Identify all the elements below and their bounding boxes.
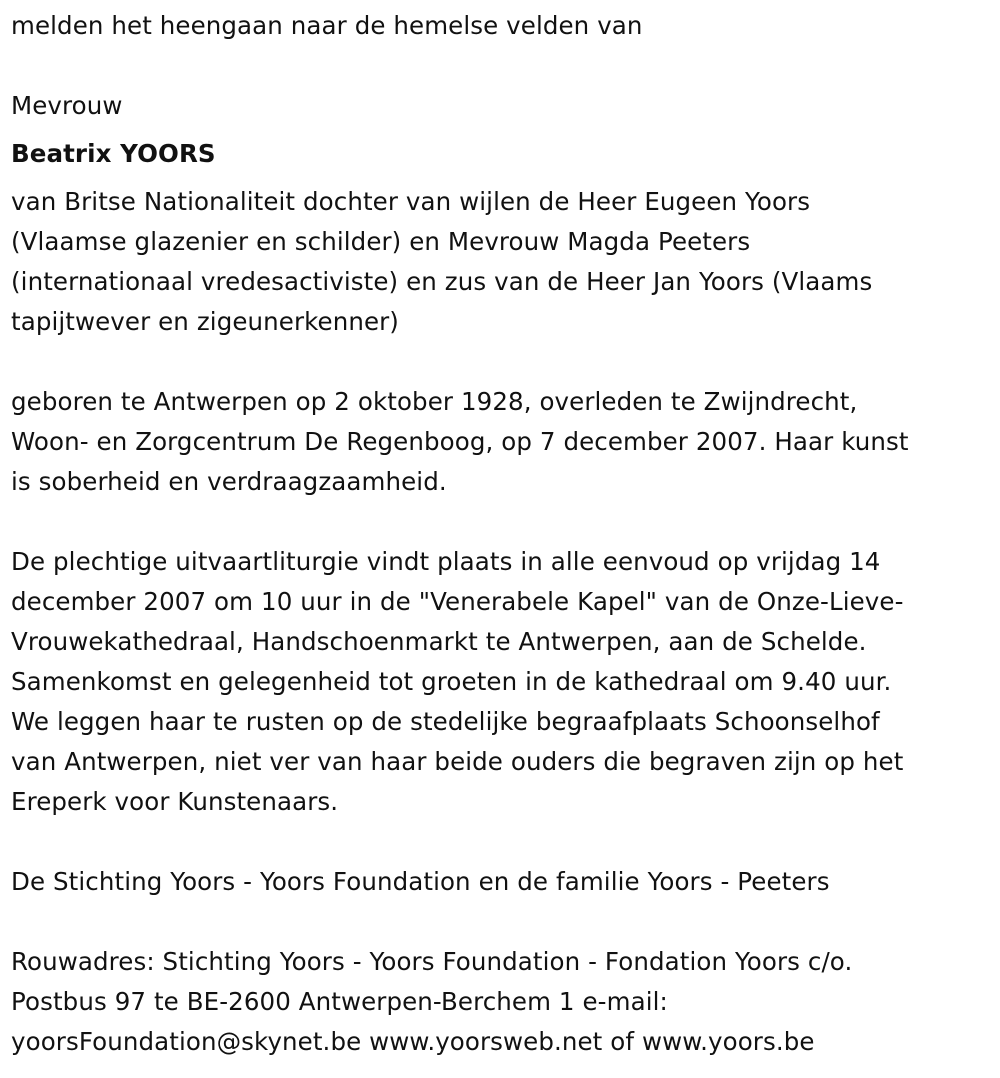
address-paragraph [11, 942, 991, 1062]
intro-line: melden het heengaan naar de hemelse velden van [11, 11, 643, 40]
paragraph-line: geboren te Antwerpen op 2 oktober 1928, overleden te Zwijndrecht, [11, 387, 858, 416]
paragraph-line: Postbus 97 te BE-2600 Antwerpen-Berchem 1 e-mail: [11, 987, 668, 1016]
paragraph-line: Woon- en Zorgcentrum De Regenboog, op 7 december 2007. Haar kunst [11, 427, 909, 456]
paragraph-line: (internationaal vredesactiviste) en zus van de Heer Jan Yoors (Vlaams [11, 267, 873, 296]
paragraph-line: tapijtwever en zigeunerkenner) [11, 307, 399, 336]
paragraph-line: De plechtige uitvaartliturgie vindt plaats in alle eenvoud op vrijdag 14 [11, 547, 881, 576]
signatories-line: De Stichting Yoors - Yoors Foundation en de familie Yoors - Peeters [11, 867, 830, 896]
deceased-name: Beatrix YOORS [11, 139, 216, 168]
paragraph-line: van Britse Nationaliteit dochter van wijlen de Heer Eugeen Yoors [11, 187, 811, 216]
signatories-paragraph [11, 862, 991, 902]
family-paragraph [11, 182, 991, 342]
paragraph-line: Samenkomst en gelegenheid tot groeten in de kathedraal om 9.40 uur. [11, 667, 892, 696]
paragraph-line: Rouwadres: Stichting Yoors - Yoors Foundation - Fondation Yoors c/o. [11, 947, 853, 976]
paragraph-line: Vrouwekathedraal, Handschoenmarkt te Antwerpen, aan de Schelde. [11, 627, 867, 656]
paragraph-line: is soberheid en verdraagzaamheid. [11, 467, 447, 496]
obituary-notice [11, 0, 991, 1062]
paragraph-line: We leggen haar te rusten op de stedelijke begraafplaats Schoonselhof [11, 707, 880, 736]
paragraph-line: Ereperk voor Kunstenaars. [11, 787, 339, 816]
paragraph-line: van Antwerpen, niet ver van haar beide ouders die begraven zijn op het [11, 747, 904, 776]
paragraph-line: december 2007 om 10 uur in de "Venerabele Kapel" van de Onze-Lieve- [11, 587, 904, 616]
paragraph-line: (Vlaamse glazenier en schilder) en Mevrouw Magda Peeters [11, 227, 751, 256]
paragraph-line: yoorsFoundation@skynet.be www.yoorsweb.net of www.yoors.be [11, 1027, 815, 1056]
salutation: Mevrouw [11, 91, 123, 120]
birth-death-paragraph [11, 382, 991, 502]
ceremony-paragraph [11, 542, 991, 822]
